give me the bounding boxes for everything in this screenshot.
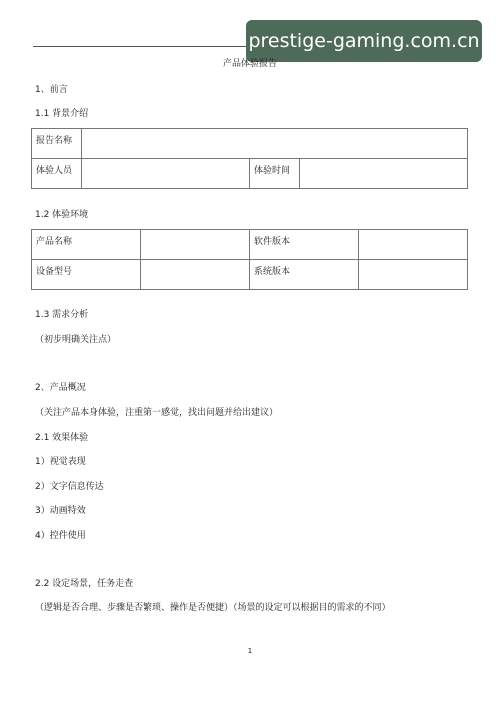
heading-requirements: 1.3 需求分析: [35, 310, 89, 320]
report-name-value: [82, 129, 468, 159]
software-version-label: 软件版本: [250, 230, 359, 260]
system-version-value: [359, 260, 468, 290]
table-row: [32, 129, 468, 159]
environment-table: [31, 229, 468, 290]
list-item: 2）文字信息传达: [35, 482, 104, 492]
table-row: [32, 230, 468, 260]
heading-effect: 2.1 效果体验: [35, 433, 89, 443]
product-name-label: 产品名称: [32, 230, 141, 260]
list-item: 4）控件使用: [35, 531, 86, 541]
scenario-note: （逻辑是否合理、步骤是否繁琐、操作是否便捷）（场景的设定可以根据目的需求的不同）: [35, 603, 391, 613]
list-item: 3）动画特效: [35, 506, 86, 516]
background-table: [31, 128, 468, 189]
requirements-note: （初步明确关注点）: [35, 335, 117, 345]
test-time-label: 体验时间: [250, 159, 300, 189]
heading-environment: 1.2 体验环境: [35, 210, 89, 220]
table-row: [32, 159, 468, 189]
heading-preface: 1、前言: [35, 85, 68, 95]
tester-label: 体验人员: [32, 159, 82, 189]
page-title: 产品体验报告: [222, 59, 277, 69]
device-model-value: [141, 260, 250, 290]
table-row: [32, 260, 468, 290]
system-version-label: 系统版本: [250, 260, 359, 290]
overview-note: （关注产品本身体验，注重第一感觉，找出问题并给出建议）: [35, 408, 279, 418]
heading-overview: 2、产品概况: [35, 383, 86, 393]
software-version-value: [359, 230, 468, 260]
heading-background: 1.1 背景介绍: [35, 109, 89, 119]
device-model-label: 设备型号: [32, 260, 141, 290]
heading-scenario: 2.2 设定场景，任务走查: [35, 579, 134, 589]
tester-value: [82, 159, 250, 189]
list-item: 1）视觉表现: [35, 457, 86, 467]
product-name-value: [141, 230, 250, 260]
report-name-label: 报告名称: [32, 129, 82, 159]
watermark: prestige-gaming.com.cn: [246, 20, 482, 62]
page-number: 1: [247, 647, 253, 655]
test-time-value: [300, 159, 468, 189]
